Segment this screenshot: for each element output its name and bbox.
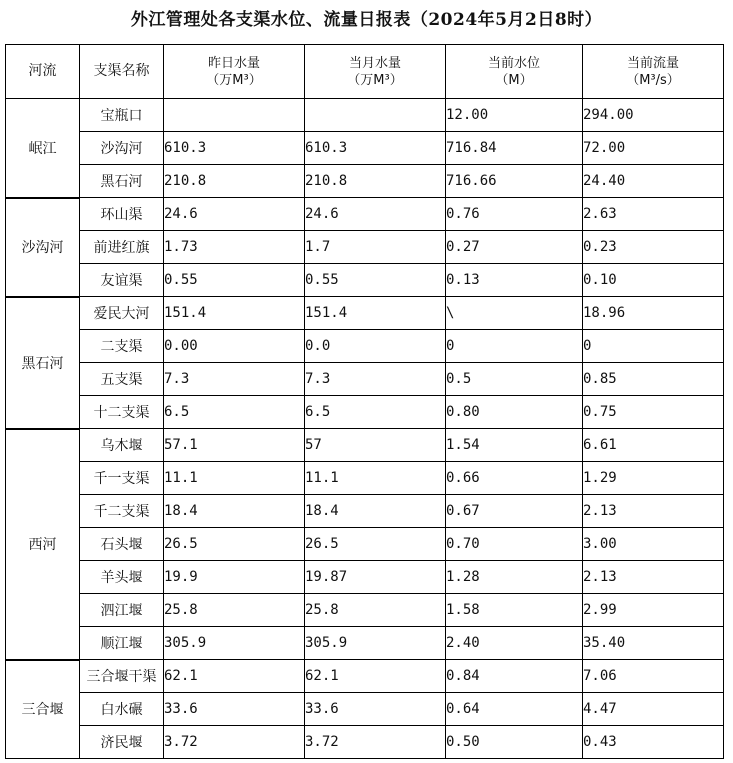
yesterday-volume-cell: 210.8 bbox=[164, 165, 305, 198]
table-row bbox=[6, 330, 724, 363]
header-current-level: 当前水位 （M） bbox=[446, 45, 583, 99]
table-row bbox=[6, 297, 724, 330]
canal-name-cell: 乌木堰 bbox=[80, 429, 164, 462]
table-row bbox=[6, 132, 724, 165]
current-level-cell: 0.5 bbox=[446, 363, 583, 396]
yesterday-volume-cell: 0.00 bbox=[164, 330, 305, 363]
table-row bbox=[6, 198, 724, 231]
yesterday-volume-cell: 33.6 bbox=[164, 693, 305, 726]
yesterday-volume-cell: 7.3 bbox=[164, 363, 305, 396]
yesterday-volume-cell: 25.8 bbox=[164, 594, 305, 627]
canal-name-cell: 黑石河 bbox=[80, 165, 164, 198]
yesterday-volume-cell: 26.5 bbox=[164, 528, 305, 561]
header-river: 河流 bbox=[6, 45, 80, 99]
yesterday-volume-cell: 6.5 bbox=[164, 396, 305, 429]
current-level-cell: 0.27 bbox=[446, 231, 583, 264]
yesterday-volume-cell: 19.9 bbox=[164, 561, 305, 594]
yesterday-volume-cell: 11.1 bbox=[164, 462, 305, 495]
month-volume-cell: 19.87 bbox=[305, 561, 446, 594]
canal-name-cell: 顺江堰 bbox=[80, 627, 164, 660]
current-level-cell: \ bbox=[446, 297, 583, 330]
current-flow-cell: 0.23 bbox=[583, 231, 724, 264]
month-volume-cell: 11.1 bbox=[305, 462, 446, 495]
current-flow-cell: 24.40 bbox=[583, 165, 724, 198]
month-volume-cell: 210.8 bbox=[305, 165, 446, 198]
yesterday-volume-cell: 0.55 bbox=[164, 264, 305, 297]
table-row bbox=[6, 495, 724, 528]
table-row bbox=[6, 429, 724, 462]
current-level-cell: 2.40 bbox=[446, 627, 583, 660]
report-table bbox=[5, 44, 724, 759]
canal-name-cell: 五支渠 bbox=[80, 363, 164, 396]
table-row bbox=[6, 693, 724, 726]
current-flow-cell: 0.43 bbox=[583, 726, 724, 759]
yesterday-volume-cell: 610.3 bbox=[164, 132, 305, 165]
canal-name-cell: 宝瓶口 bbox=[80, 99, 164, 132]
header-row bbox=[6, 45, 724, 99]
current-flow-cell: 0.85 bbox=[583, 363, 724, 396]
table-row bbox=[6, 396, 724, 429]
canal-name-cell: 沙沟河 bbox=[80, 132, 164, 165]
canal-name-cell: 千二支渠 bbox=[80, 495, 164, 528]
month-volume-cell: 0.55 bbox=[305, 264, 446, 297]
current-flow-cell: 3.00 bbox=[583, 528, 724, 561]
header-current-flow: 当前流量 （M³/s） bbox=[583, 45, 724, 99]
river-name-cell: 岷江 bbox=[6, 99, 80, 198]
month-volume-cell: 1.7 bbox=[305, 231, 446, 264]
yesterday-volume-cell: 305.9 bbox=[164, 627, 305, 660]
current-level-cell: 0.76 bbox=[446, 198, 583, 231]
header-yesterday-volume: 昨日水量 （万M³） bbox=[164, 45, 305, 99]
canal-name-cell: 济民堰 bbox=[80, 726, 164, 759]
river-name-cell: 黑石河 bbox=[6, 297, 80, 429]
table-row bbox=[6, 726, 724, 759]
yesterday-volume-cell: 24.6 bbox=[164, 198, 305, 231]
month-volume-cell: 6.5 bbox=[305, 396, 446, 429]
river-name-cell: 沙沟河 bbox=[6, 198, 80, 297]
report-title: 外江管理处各支渠水位、流量日报表（2024年5月2日8时） bbox=[130, 10, 603, 30]
yesterday-volume-cell: 3.72 bbox=[164, 726, 305, 759]
month-volume-cell: 33.6 bbox=[305, 693, 446, 726]
river-name-cell: 西河 bbox=[6, 429, 80, 660]
table-row bbox=[6, 561, 724, 594]
canal-name-cell: 石头堰 bbox=[80, 528, 164, 561]
current-flow-cell: 1.29 bbox=[583, 462, 724, 495]
current-flow-cell: 18.96 bbox=[583, 297, 724, 330]
table-row bbox=[6, 264, 724, 297]
month-volume-cell: 62.1 bbox=[305, 660, 446, 693]
current-flow-cell: 35.40 bbox=[583, 627, 724, 660]
table-row bbox=[6, 594, 724, 627]
canal-name-cell: 泗江堰 bbox=[80, 594, 164, 627]
table-row bbox=[6, 165, 724, 198]
current-flow-cell: 0.10 bbox=[583, 264, 724, 297]
current-level-cell: 0.13 bbox=[446, 264, 583, 297]
yesterday-volume-cell bbox=[164, 99, 305, 132]
table-row bbox=[6, 363, 724, 396]
canal-name-cell: 羊头堰 bbox=[80, 561, 164, 594]
yesterday-volume-cell: 62.1 bbox=[164, 660, 305, 693]
current-flow-cell: 0 bbox=[583, 330, 724, 363]
canal-name-cell: 三合堰干渠 bbox=[80, 660, 164, 693]
table-row bbox=[6, 627, 724, 660]
current-level-cell: 0.64 bbox=[446, 693, 583, 726]
current-level-cell: 0.66 bbox=[446, 462, 583, 495]
current-level-cell: 1.54 bbox=[446, 429, 583, 462]
month-volume-cell: 7.3 bbox=[305, 363, 446, 396]
month-volume-cell: 57 bbox=[305, 429, 446, 462]
yesterday-volume-cell: 57.1 bbox=[164, 429, 305, 462]
table-row bbox=[6, 462, 724, 495]
table-body bbox=[6, 99, 724, 759]
month-volume-cell: 25.8 bbox=[305, 594, 446, 627]
month-volume-cell: 151.4 bbox=[305, 297, 446, 330]
month-volume-cell: 3.72 bbox=[305, 726, 446, 759]
current-flow-cell: 2.99 bbox=[583, 594, 724, 627]
month-volume-cell bbox=[305, 99, 446, 132]
current-level-cell: 0.84 bbox=[446, 660, 583, 693]
current-level-cell: 0.50 bbox=[446, 726, 583, 759]
current-flow-cell: 2.13 bbox=[583, 561, 724, 594]
canal-name-cell: 二支渠 bbox=[80, 330, 164, 363]
canal-name-cell: 前进红旗 bbox=[80, 231, 164, 264]
month-volume-cell: 305.9 bbox=[305, 627, 446, 660]
current-level-cell: 1.58 bbox=[446, 594, 583, 627]
current-flow-cell: 294.00 bbox=[583, 99, 724, 132]
table-row bbox=[6, 660, 724, 693]
month-volume-cell: 18.4 bbox=[305, 495, 446, 528]
month-volume-cell: 0.0 bbox=[305, 330, 446, 363]
current-level-cell: 0.67 bbox=[446, 495, 583, 528]
month-volume-cell: 24.6 bbox=[305, 198, 446, 231]
canal-name-cell: 白水碾 bbox=[80, 693, 164, 726]
current-flow-cell: 4.47 bbox=[583, 693, 724, 726]
table-row bbox=[6, 231, 724, 264]
table-row bbox=[6, 99, 724, 132]
month-volume-cell: 26.5 bbox=[305, 528, 446, 561]
canal-name-cell: 千一支渠 bbox=[80, 462, 164, 495]
canal-name-cell: 十二支渠 bbox=[80, 396, 164, 429]
yesterday-volume-cell: 18.4 bbox=[164, 495, 305, 528]
current-level-cell: 716.84 bbox=[446, 132, 583, 165]
yesterday-volume-cell: 151.4 bbox=[164, 297, 305, 330]
river-name-cell: 三合堰 bbox=[6, 660, 80, 759]
yesterday-volume-cell: 1.73 bbox=[164, 231, 305, 264]
current-flow-cell: 72.00 bbox=[583, 132, 724, 165]
current-level-cell: 1.28 bbox=[446, 561, 583, 594]
current-level-cell: 716.66 bbox=[446, 165, 583, 198]
current-flow-cell: 7.06 bbox=[583, 660, 724, 693]
canal-name-cell: 爱民大河 bbox=[80, 297, 164, 330]
current-flow-cell: 6.61 bbox=[583, 429, 724, 462]
canal-name-cell: 友谊渠 bbox=[80, 264, 164, 297]
header-canal: 支渠名称 bbox=[80, 45, 164, 99]
current-flow-cell: 2.13 bbox=[583, 495, 724, 528]
current-level-cell: 0.70 bbox=[446, 528, 583, 561]
current-flow-cell: 2.63 bbox=[583, 198, 724, 231]
current-level-cell: 0 bbox=[446, 330, 583, 363]
month-volume-cell: 610.3 bbox=[305, 132, 446, 165]
table-row bbox=[6, 528, 724, 561]
current-level-cell: 12.00 bbox=[446, 99, 583, 132]
header-month-volume: 当月水量 （万M³） bbox=[305, 45, 446, 99]
canal-name-cell: 环山渠 bbox=[80, 198, 164, 231]
current-level-cell: 0.80 bbox=[446, 396, 583, 429]
current-flow-cell: 0.75 bbox=[583, 396, 724, 429]
